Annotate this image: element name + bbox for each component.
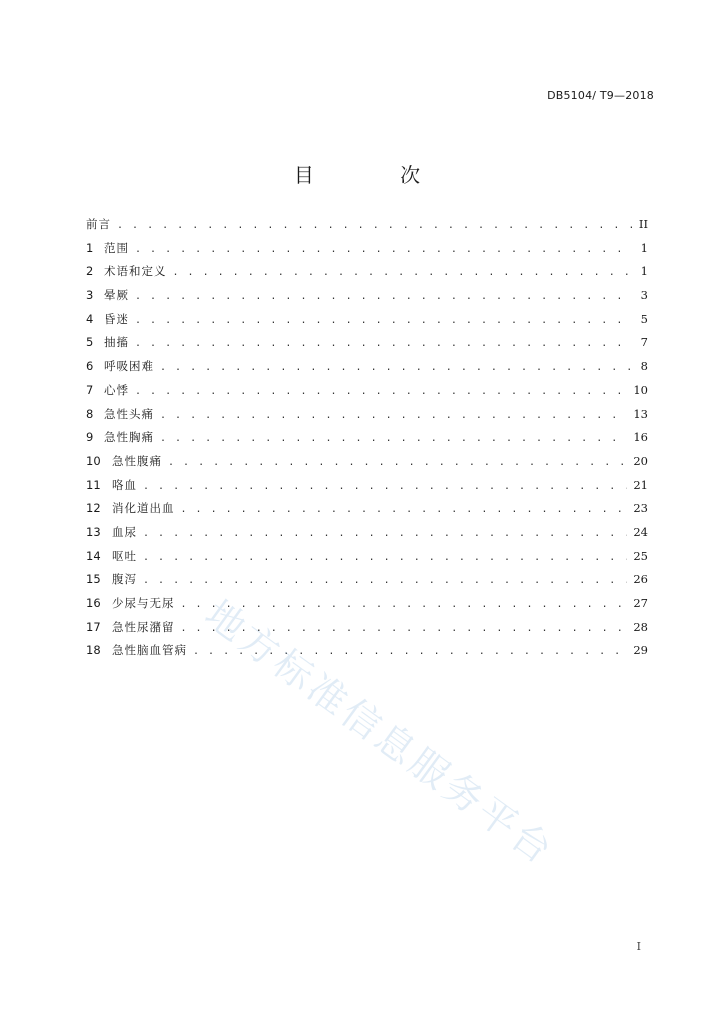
toc-entry[interactable] xyxy=(86,642,648,666)
toc-entry[interactable] xyxy=(86,263,648,287)
toc-entry-page: 29 xyxy=(633,643,648,658)
toc-entry-page: 27 xyxy=(633,596,648,610)
toc-entry-page: 16 xyxy=(633,430,648,445)
toc-entry[interactable] xyxy=(86,571,648,595)
toc-entry[interactable] xyxy=(86,619,648,643)
toc-entry-title: 呕吐 xyxy=(112,548,137,563)
toc-leader-dots xyxy=(135,244,632,255)
toc-entry[interactable] xyxy=(86,477,648,501)
toc-entry[interactable] xyxy=(86,240,648,264)
toc-leader-dots xyxy=(181,504,628,515)
toc-entry-title: 咯血 xyxy=(112,477,137,492)
toc-leader-dots xyxy=(135,315,632,326)
toc-entry-page: 25 xyxy=(633,548,648,563)
toc-entry-page: 13 xyxy=(633,406,648,421)
toc-entry-page: 20 xyxy=(633,453,648,468)
toc-entry-page: 10 xyxy=(633,382,648,397)
toc-entry-title: 急性腹痛 xyxy=(112,453,162,468)
toc-leader-dots xyxy=(135,338,632,349)
toc-entry-page: 21 xyxy=(633,477,648,492)
toc-entry-page: 24 xyxy=(633,524,648,539)
toc-entry-title: 术语和定义 xyxy=(104,264,167,279)
toc-entry-page: 28 xyxy=(633,619,648,634)
toc-entry[interactable] xyxy=(86,595,648,619)
toc-entry-page: 3 xyxy=(640,288,648,303)
toc-entry-page: 1 xyxy=(640,264,648,279)
toc-entry-title: 急性胸痛 xyxy=(104,430,154,445)
toc-entry-page: 8 xyxy=(640,359,648,374)
toc-entry-title: 腹泻 xyxy=(112,572,137,587)
toc-entry[interactable] xyxy=(86,358,648,382)
toc-entry[interactable] xyxy=(86,382,648,406)
toc-entry-number: 3 xyxy=(86,288,94,303)
toc-entry-number: 1 xyxy=(86,240,94,255)
page-title: 目 次 xyxy=(293,163,461,187)
toc-entry-title: 呼吸困难 xyxy=(104,359,154,374)
toc-entry-page: II xyxy=(638,217,648,231)
toc-entry-title: 急性脑血管病 xyxy=(112,643,187,658)
toc-leader-dots xyxy=(117,220,632,231)
watermark: 地方标准信息服务平台 xyxy=(197,591,563,875)
toc-entry-number: 4 xyxy=(86,311,94,326)
toc-entry-number: 8 xyxy=(86,406,94,421)
toc-entry[interactable] xyxy=(86,287,648,311)
toc-entry-page: 5 xyxy=(640,311,648,326)
toc-leader-dots xyxy=(168,457,627,468)
toc-entry-number: 17 xyxy=(86,619,101,634)
toc-leader-dots xyxy=(143,481,627,492)
toc-entry-number: 5 xyxy=(86,335,94,350)
toc-entry-title: 急性头痛 xyxy=(104,406,154,421)
toc-entry-number: 18 xyxy=(86,643,101,658)
toc-entry-title: 少尿与无尿 xyxy=(112,596,175,610)
toc-entry-number: 15 xyxy=(86,572,101,587)
toc-leader-dots xyxy=(135,386,627,397)
toc-entry[interactable] xyxy=(86,548,648,572)
toc-entry[interactable] xyxy=(86,500,648,524)
toc-entry-title: 昏迷 xyxy=(104,311,129,326)
toc-entry-title: 抽搐 xyxy=(104,335,129,350)
toc-entry[interactable] xyxy=(86,216,648,240)
toc-entry-number: 10 xyxy=(86,453,101,468)
toc-entry[interactable] xyxy=(86,429,648,453)
toc-leader-dots xyxy=(135,291,632,302)
toc-entry-title: 血尿 xyxy=(112,524,137,539)
toc-entry-title: 急性尿潴留 xyxy=(112,619,175,634)
toc-entry-title: 心悸 xyxy=(104,382,129,397)
toc-leader-dots xyxy=(143,575,627,586)
page-number: I xyxy=(636,940,641,953)
toc-entry-number: 2 xyxy=(86,264,94,279)
toc-entry-number: 16 xyxy=(86,596,101,610)
toc-leader-dots xyxy=(181,623,628,634)
toc-leader-dots xyxy=(143,528,627,539)
toc-leader-dots xyxy=(160,362,632,373)
toc-leader-dots xyxy=(193,646,627,657)
toc-entry-title: 晕厥 xyxy=(104,288,129,303)
toc-entry-page: 26 xyxy=(633,572,648,587)
toc-leader-dots xyxy=(143,552,627,563)
toc-entry[interactable] xyxy=(86,311,648,335)
toc-leader-dots xyxy=(160,433,627,444)
toc-entry[interactable] xyxy=(86,334,648,358)
toc-entry-title: 范围 xyxy=(104,240,129,255)
toc-leader-dots xyxy=(160,410,627,421)
toc-entry-title: 消化道出血 xyxy=(112,501,175,516)
toc-entry[interactable] xyxy=(86,406,648,430)
toc-entry-number: 11 xyxy=(86,477,101,492)
toc-entry-page: 23 xyxy=(633,501,648,516)
toc-entry-page: 7 xyxy=(640,335,648,350)
toc-entry-number: 7 xyxy=(86,382,94,397)
toc-entry[interactable] xyxy=(86,453,648,477)
toc-leader-dots xyxy=(173,267,633,278)
table-of-contents xyxy=(86,216,648,666)
document-code: DB5104/ T9—2018 xyxy=(547,89,654,102)
toc-entry-number: 6 xyxy=(86,359,94,374)
toc-entry-number: 9 xyxy=(86,430,94,445)
toc-entry-page: 1 xyxy=(640,240,648,255)
toc-entry[interactable] xyxy=(86,524,648,548)
toc-entry-number: 12 xyxy=(86,501,101,516)
toc-leader-dots xyxy=(181,599,628,610)
toc-entry-number: 14 xyxy=(86,548,101,563)
toc-entry-title: 前言 xyxy=(86,217,111,231)
toc-entry-number: 13 xyxy=(86,524,101,539)
